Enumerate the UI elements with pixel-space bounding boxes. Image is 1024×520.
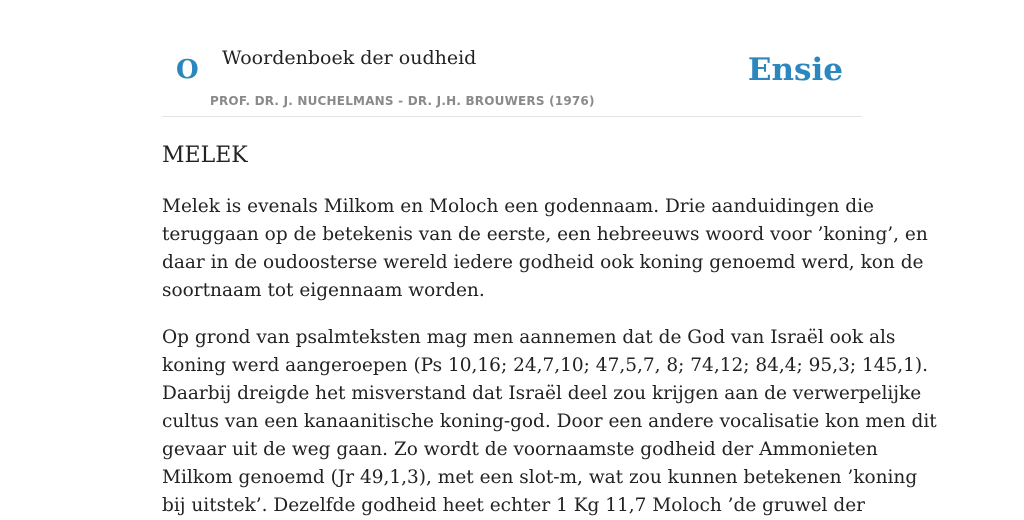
- entry-paragraph: [162, 193, 928, 305]
- text-line: koning werd aangeroepen (Ps 10,16; 24,7,10; 47,5,7, 8; 74,12; 84,4; 95,3; 145,1).: [162, 355, 929, 376]
- book-title[interactable]: Woordenboek der oudheid: [222, 47, 477, 69]
- text-line: teruggaan op de betekenis van de eerste, een hebreeuws woord voor ’koning’, en: [162, 224, 928, 245]
- text-line: daar in de oudoosterse wereld iedere godheid ook koning genoemd werd, kon de: [162, 252, 924, 273]
- text-line: Daarbij dreigde het misverstand dat Israël deel zou krijgen aan de verwerpelijke: [162, 383, 922, 404]
- text-line: bij uitstek’. Dezelfde godheid heet echter 1 Kg 11,7 Moloch ’de gruwel der: [162, 495, 865, 516]
- entry-paragraph: [162, 324, 937, 520]
- header: [162, 0, 862, 117]
- text-line: gevaar uit de weg gaan. Zo wordt de voornaamste godheid der Ammonieten: [162, 439, 878, 460]
- entry-title: MELEK: [162, 143, 248, 168]
- book-authors: PROF. DR. J. NUCHELMANS - DR. J.H. BROUWERS (1976): [210, 94, 595, 108]
- entry-body: [162, 193, 937, 520]
- text-line: Milkom genoemd (Jr 49,1,3), met een slot-m, wat zou kunnen betekenen ’koning: [162, 467, 918, 488]
- text-line: Op grond van psalmteksten mag men aannemen dat de God van Israël ook als: [162, 327, 896, 348]
- text-line: cultus van een kanaanitische koning-god. Door een andere vocalisatie kon men dit: [162, 411, 937, 432]
- letter-index[interactable]: O: [176, 55, 199, 85]
- page: [162, 0, 937, 520]
- text-line: Melek is evenals Milkom en Moloch een godennaam. Drie aanduidingen die: [162, 196, 874, 217]
- brand-logo[interactable]: Ensie: [747, 52, 843, 88]
- text-line: soortnaam tot eigennaam worden.: [162, 280, 485, 301]
